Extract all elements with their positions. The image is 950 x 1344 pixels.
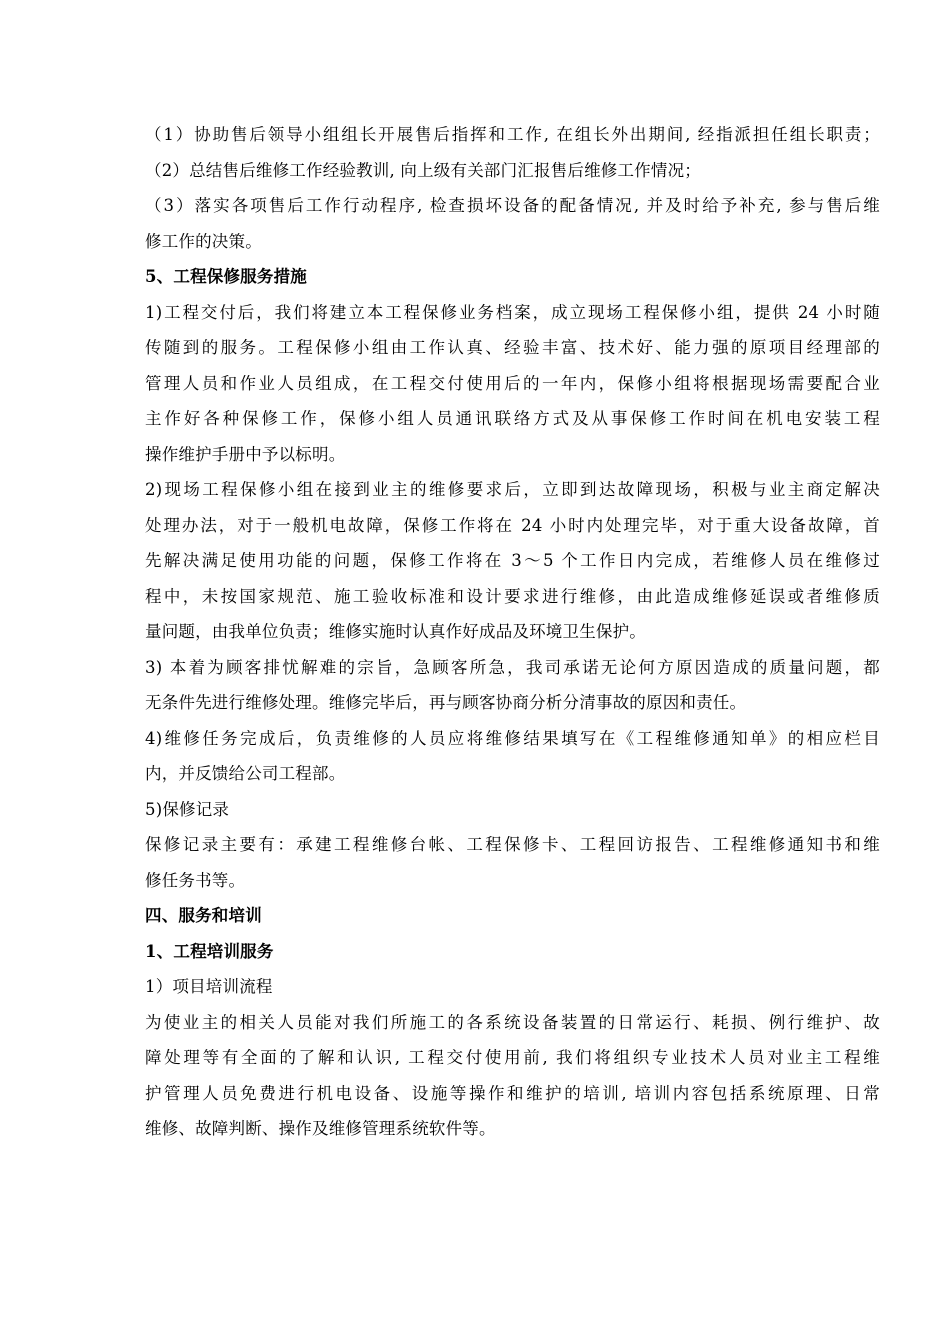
paragraph-line: 处理办法，对于一般机电故障，保修工作将在 24 小时内处理完毕，对于重大设备故障，首 — [145, 515, 880, 535]
paragraph-line: （2）总结售后维修工作经验教训, 向上级有关部门汇报售后维修工作情况； — [145, 160, 701, 180]
paragraph-line: （1）协助售后领导小组组长开展售后指挥和工作, 在组长外出期间, 经指派担任组长职责； — [145, 125, 880, 144]
section-heading: 1、工程培训服务 — [145, 941, 274, 961]
section-heading: 四、服务和培训 — [145, 906, 262, 925]
paragraph-line: 传随到的服务。工程保修小组由工作认真、经验丰富、技术好、能力强的原项目经理部的 — [145, 338, 880, 357]
paragraph-line: 管理人员和作业人员组成，在工程交付使用后的一年内，保修小组将根据现场需要配合业 — [145, 373, 880, 393]
paragraph-line: 3) 本着为顾客排忧解难的宗旨，急顾客所急，我司承诺无论何方原因造成的质量问题，都 — [145, 657, 880, 677]
paragraph-line: （3）落实各项售后工作行动程序, 检查损坏设备的配备情况, 并及时给予补充, 参与售后维 — [145, 196, 880, 215]
paragraph-line: 5)保修记录 — [145, 799, 230, 819]
paragraph-line: 内，并反馈给公司工程部。 — [145, 764, 346, 783]
section-heading: 5、工程保修服务措施 — [145, 267, 307, 286]
document-body — [145, 117, 880, 1147]
paragraph-line: 操作维护手册中予以标明。 — [145, 444, 346, 464]
paragraph-line: 护管理人员免费进行机电设备、设施等操作和维护的培训, 培训内容包括系统原理、日常 — [145, 1083, 880, 1103]
paragraph-line: 4)维修任务完成后，负责维修的人员应将维修结果填写在《工程维修通知单》的相应栏目 — [145, 728, 880, 748]
paragraph-line: 1)工程交付后，我们将建立本工程保修业务档案，成立现场工程保修小组，提供 24 小时随 — [145, 302, 880, 322]
paragraph-line: 主作好各种保修工作，保修小组人员通讯联络方式及从事保修工作时间在机电安装工程 — [145, 409, 880, 428]
paragraph-line: 无条件先进行维修处理。维修完毕后，再与顾客协商分析分清事故的原因和责任。 — [145, 693, 747, 712]
paragraph-line: 维修、故障判断、操作及维修管理系统软件等。 — [145, 1119, 496, 1138]
paragraph-line: 1）项目培训流程 — [145, 977, 273, 996]
paragraph-line: 先解决满足使用功能的问题，保修工作将在 3～5 个工作日内完成，若维修人员在维修过 — [145, 551, 880, 570]
paragraph-line: 障处理等有全面的了解和认识, 工程交付使用前, 我们将组织专业技术人员对业主工程维 — [145, 1048, 880, 1067]
paragraph-line: 程中，未按国家规范、施工验收标准和设计要求进行维修，由此造成维修延误或者维修质 — [145, 586, 880, 606]
paragraph-line: 保修记录主要有：承建工程维修台帐、工程保修卡、工程回访报告、工程维修通知书和维 — [145, 835, 880, 854]
paragraph-line: 修工作的决策。 — [145, 231, 262, 251]
paragraph-line: 量问题，由我单位负责；维修实施时认真作好成品及环境卫生保护。 — [145, 622, 646, 641]
paragraph-line: 为使业主的相关人员能对我们所施工的各系统设备装置的日常运行、耗损、例行维护、故 — [145, 1012, 880, 1032]
paragraph-line: 修任务书等。 — [145, 870, 246, 890]
paragraph-line: 2)现场工程保修小组在接到业主的维修要求后，立即到达故障现场，积极与业主商定解决 — [145, 480, 880, 499]
